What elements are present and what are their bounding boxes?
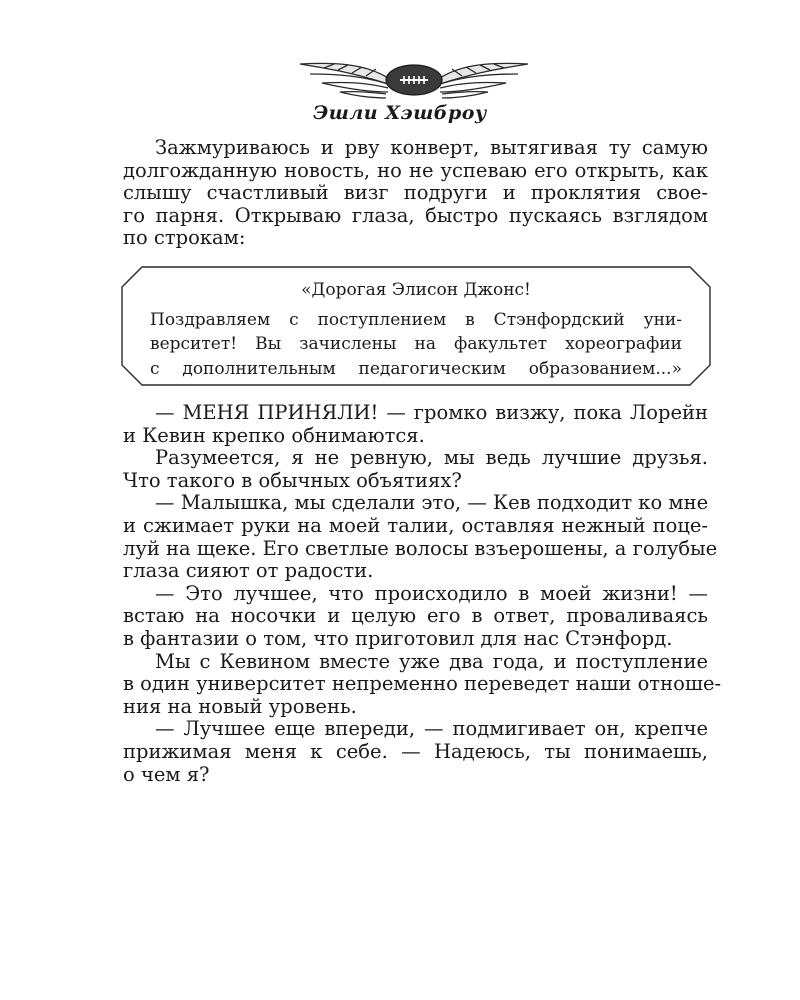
text-line: встаю на носочки и целую его в ответ, проваливаясь <box>123 604 708 628</box>
text-line: о чем я? <box>123 762 210 786</box>
story-text <box>123 401 722 786</box>
letter-line: Поздравляем с поступлением в Стэнфордский уни- <box>150 309 682 330</box>
text-line: долгожданную новость, но не успеваю его открыть, как <box>123 158 708 182</box>
text-line: по строкам: <box>123 226 246 250</box>
author-name: Эшли Хэшброу <box>313 102 487 124</box>
text-line: прижимая меня к себе. — Надеюсь, ты понимаешь, <box>123 739 708 763</box>
page-header <box>0 58 800 128</box>
text-line: го парня. Открываю глаза, быстро пускаясь взглядом <box>123 203 708 227</box>
text-line: глаза сияют от радости. <box>123 559 374 583</box>
text-line: Зажмуриваюсь и рву конверт, вытягивая ту самую <box>155 136 708 159</box>
letter-line: верситет! Вы зачислены на факультет хореографии <box>150 334 682 354</box>
text-line: ния на новый уровень. <box>123 694 357 718</box>
text-line: в один университет непременно переведет наши отноше- <box>123 672 722 696</box>
text-line: и Кевин крепко обнимаются. <box>123 423 425 447</box>
text-line: Мы с Кевином вместе уже два года, и поступление <box>155 649 708 673</box>
text-line: в фантазии о том, что приготовил для нас Стэнфорд. <box>123 626 673 650</box>
letter-greeting: «Дорогая Элисон Джонс! <box>301 280 531 300</box>
intro-paragraph <box>123 137 708 250</box>
text-line: — МЕНЯ ПРИНЯЛИ! — громко визжу, пока Лорейн <box>155 401 708 424</box>
text-line: — Это лучшее, что происходило в моей жизни! — <box>155 581 708 605</box>
text-line: луй на щеке. Его светлые волосы взъерошены, а голубые <box>123 536 718 560</box>
text-line: — Лучшее еще впереди, — подмигивает он, крепче <box>155 717 708 741</box>
text-line: — Малышка, мы сделали это, — Кев подходит ко мне <box>155 491 709 515</box>
winged-football-icon <box>296 58 532 102</box>
text-line: Разумеется, я не ревную, мы ведь лучшие друзья. <box>155 446 708 470</box>
letter-box <box>120 265 712 387</box>
letter-text <box>150 278 682 381</box>
text-line: и сжимает руки на моей талии, оставляя нежный поце- <box>123 513 708 537</box>
letter-line: с дополнительным педагогическим образованием...» <box>150 358 682 379</box>
text-line: Что такого в обычных объятиях? <box>123 468 462 492</box>
text-line: слышу счастливый визг подруги и проклятия свое- <box>123 181 708 205</box>
